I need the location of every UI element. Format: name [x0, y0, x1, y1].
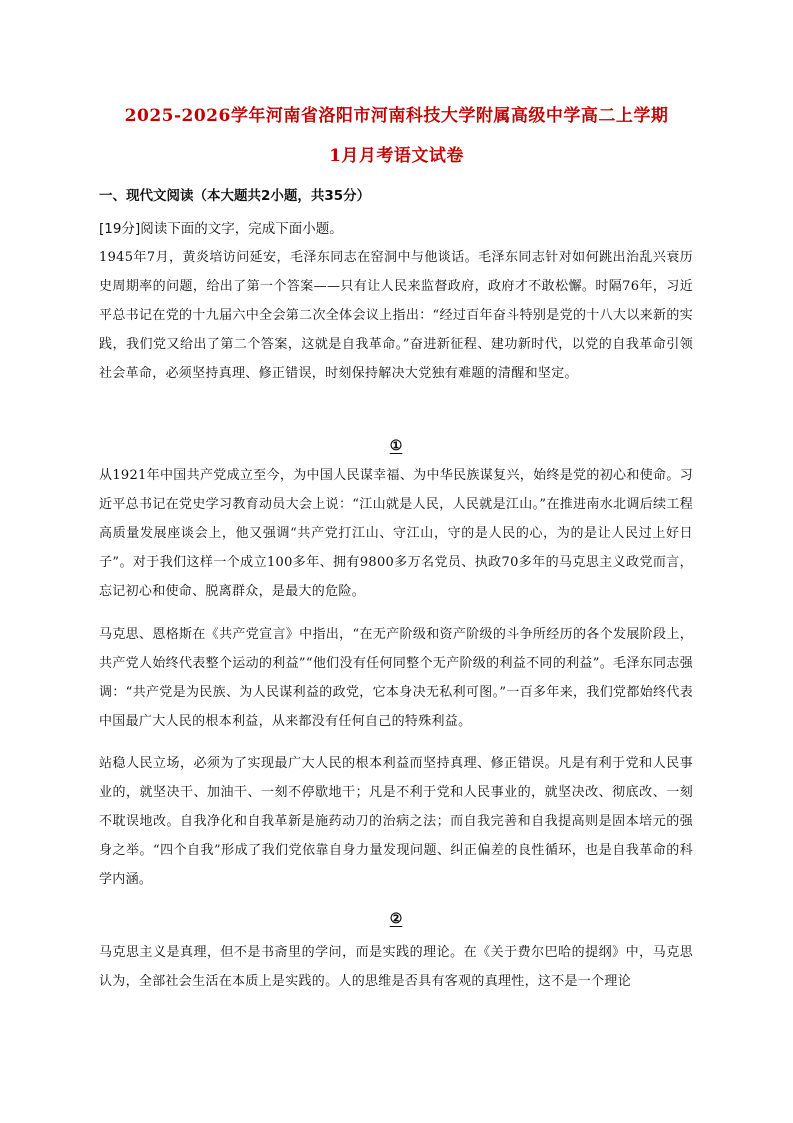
document-title-line1: 2025-2026学年河南省洛阳市河南科技大学附属高级中学高二上学期	[124, 106, 669, 126]
paragraph-4: 站稳人民立场，必须为了实现最广大人民的根本利益而坚持真理、修正错误。凡是有利于党和人民事业的，就坚决干、加油干、一刻不停歇地干；凡是不利于党和人民事业的，就坚决改、彻底改、一刻不耽误地改。自我净化和自我革新是施药动刀的治病之法；而自我完善和自我提高则是固本培元的强身之举。“四个自我”形成了我们党依靠自身力量发现问题、纠正偏差的良性循环，也是自我革命的科学内涵。	[99, 756, 693, 887]
paragraph-2: 从1921年中国共产党成立至今，为中国人民谋幸福、为中华民族谋复兴，始终是党的初心和使命。习近平总书记在党史学习教育动员大会上说：“江山就是人民，人民就是江山。”在推进南水北调后续工程高质量发展座谈会上，他又强调“共产党打江山、守江山，守的是人民的心，为的是让人民过上好日子”。对于我们这样一个成立100多年、拥有9800多万名党员、执政70多年的马克思主义政党而言，忘记初心和使命、脱离群众，是最大的危险。	[99, 468, 693, 599]
paragraph-5: 马克思主义是真理，但不是书斋里的学问，而是实践的理论。在《关于费尔巴哈的提纲》中，马克思认为，全部社会生活在本质上是实践的。人的思维是否具有客观的真理性，这不是一个理论	[99, 945, 693, 989]
section-marker-2: ②	[389, 911, 403, 927]
paragraph-intro: 1945年7月，黄炎培访问延安，毛泽东同志在窑洞中与他谈话。毛泽东同志针对如何跳出治乱兴衰历史周期率的问题，给出了第一个答案——只有让人民来监督政府，政府才不敢松懈。时隔76年，习近平总书记在党的十九届六中全会第二次全体会议上指出：“经过百年奋斗特别是党的十八大以来新的实践，我们党又给出了第二个答案，这就是自我革命。”奋进新征程、建功新时代，以党的自我革命引领社会革命，必须坚持真理、修正错误，时刻保持解决大党独有难题的清醒和坚定。	[99, 250, 693, 381]
section-marker-1: ①	[389, 438, 403, 454]
section-heading: 一、现代文阅读（本大题共2小题，共35分）	[99, 188, 371, 204]
paragraph-3: 马克思、恩格斯在《共产党宣言》中指出，“在无产阶级和资产阶级的斗争所经历的各个发展阶段上，共产党人始终代表整个运动的利益”“他们没有任何同整个无产阶级的利益不同的利益”。毛泽东同志强调：“共产党是为民族、为人民谋利益的政党，它本身决无私利可图。”一百多年来，我们党都始终代表中国最广大人民的根本利益，从来都没有任何自己的特殊利益。	[99, 627, 693, 729]
document-title-line2: 1月月考语文试卷	[329, 146, 464, 166]
reading-instruction: [19分]阅读下面的文字，完成下面小题。	[99, 221, 343, 237]
